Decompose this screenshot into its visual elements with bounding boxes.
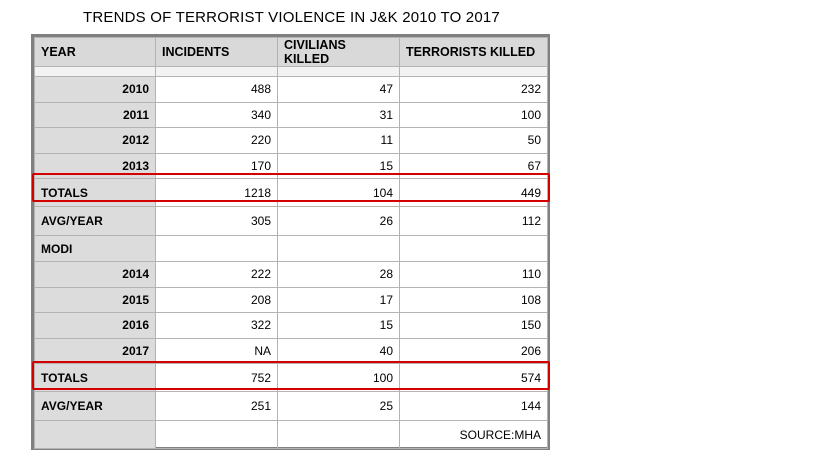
column-header: YEAR [35,38,156,67]
spacer-row [35,67,548,77]
civilians-cell: 11 [278,128,400,154]
terrorists-cell: 108 [400,287,548,313]
source-row [35,421,548,449]
terrorists-cell: 100 [400,102,548,128]
civilians-cell: 47 [278,77,400,103]
section-label: MODI [35,236,156,262]
civilians-average: 25 [278,392,400,421]
totals-highlight-box [32,361,550,390]
incidents-cell: 340 [156,102,278,128]
section-label-row [35,236,548,262]
terrorists-average: 144 [400,392,548,421]
table-row [35,313,548,339]
incidents-cell: 208 [156,287,278,313]
incidents-cell: 488 [156,77,278,103]
header-row [35,38,548,67]
incidents-total: 1218 [156,179,278,207]
civilians-cell: 15 [278,153,400,179]
terrorists-average: 112 [400,207,548,236]
table-row [35,128,548,154]
terrorists-cell: 206 [400,338,548,364]
year-cell: 2010 [35,77,156,103]
incidents-average: 305 [156,207,278,236]
column-header: CIVILIANS KILLED [278,38,400,67]
terrorists-cell: 67 [400,153,548,179]
year-cell: 2012 [35,128,156,154]
year-cell: 2013 [35,153,156,179]
table-row [35,338,548,364]
totals-label: TOTALS [35,179,156,207]
terrorists-total: 449 [400,179,548,207]
civilians-total: 104 [278,179,400,207]
column-header: INCIDENTS [156,38,278,67]
totals-highlight-box [32,173,550,202]
civilians-cell: 15 [278,313,400,339]
civilians-average: 26 [278,207,400,236]
civilians-cell: 28 [278,262,400,288]
column-header: TERRORISTS KILLED [400,38,548,67]
year-cell: 2011 [35,102,156,128]
totals-label: TOTALS [35,364,156,392]
terrorists-cell: 232 [400,77,548,103]
civilians-cell: 40 [278,338,400,364]
table-row [35,102,548,128]
civilians-cell: 17 [278,287,400,313]
table-row [35,77,548,103]
civilians-cell: 31 [278,102,400,128]
average-label: AVG/YEAR [35,392,156,421]
average-row [35,207,548,236]
average-label: AVG/YEAR [35,207,156,236]
year-cell: 2017 [35,338,156,364]
year-cell: 2014 [35,262,156,288]
incidents-cell: 322 [156,313,278,339]
incidents-cell: NA [156,338,278,364]
source-note: SOURCE:MHA [400,421,548,449]
terrorists-total: 574 [400,364,548,392]
year-cell: 2016 [35,313,156,339]
incidents-cell: 222 [156,262,278,288]
terrorists-cell: 110 [400,262,548,288]
terrorists-cell: 150 [400,313,548,339]
terrorists-cell: 50 [400,128,548,154]
incidents-cell: 170 [156,153,278,179]
incidents-cell: 220 [156,128,278,154]
year-cell: 2015 [35,287,156,313]
civilians-total: 100 [278,364,400,392]
chart-title: TRENDS OF TERRORIST VIOLENCE IN J&K 2010 TO 2017 [83,9,500,26]
incidents-average: 251 [156,392,278,421]
table-row [35,287,548,313]
incidents-total: 752 [156,364,278,392]
average-row [35,392,548,421]
table-row [35,262,548,288]
